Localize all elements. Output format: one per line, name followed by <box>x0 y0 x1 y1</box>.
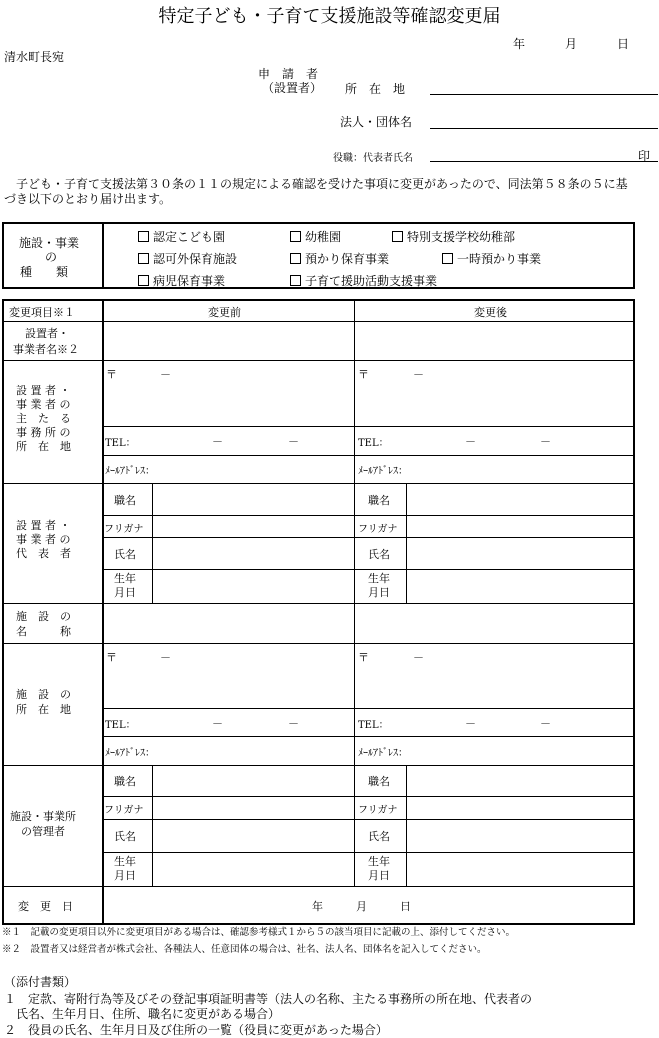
name-label: 氏名 <box>368 548 390 561</box>
option-azukari[interactable]: 預かり保育事業 <box>290 250 389 267</box>
birth-label <box>368 572 390 600</box>
col-divider <box>102 886 104 925</box>
checkbox-icon[interactable] <box>138 253 149 264</box>
postal-mark: 〒 <box>358 651 369 664</box>
col-header-before: 変更前 <box>208 306 241 319</box>
row-line <box>2 765 635 766</box>
birth-line: 生年 <box>368 855 390 868</box>
furigana-label: フリガナ <box>358 805 398 816</box>
tel-label-before: TEL： <box>105 438 136 449</box>
facility-type-label: 施設・事業 <box>19 236 80 250</box>
row-label-name-1: 設置者・ <box>25 327 69 340</box>
dash: － <box>160 368 171 381</box>
address-label: 所 在 地 <box>345 82 406 96</box>
birth-line: 生年 <box>114 855 136 868</box>
furigana-label: フリガナ <box>104 805 144 816</box>
birth-line: 月日 <box>114 586 136 599</box>
page-title: 特定子ども・子育て支援施設等確認変更届 <box>158 6 501 27</box>
sub-line <box>103 819 635 820</box>
sub-divider <box>406 766 407 886</box>
attachment-item-2: ２ 役員の氏名、生年月日及び住所の一覧（役員に変更があった場合） <box>4 1023 388 1037</box>
date-day: 日 <box>617 37 630 51</box>
post-title-label: 職名 <box>114 775 136 788</box>
col-divider <box>102 299 104 887</box>
birth-line: 月日 <box>114 869 136 882</box>
col-header-item: 変更項目※１ <box>9 306 75 319</box>
birth-line: 月日 <box>368 586 390 599</box>
checkbox-icon[interactable] <box>290 275 301 286</box>
col-header-after: 変更後 <box>474 306 507 319</box>
dash: － <box>465 435 476 448</box>
dash: － <box>465 717 476 730</box>
row-line <box>2 643 635 644</box>
sub-divider <box>152 766 153 886</box>
checkbox-icon[interactable] <box>290 253 301 264</box>
attachments-header: （添付書類） <box>4 975 77 989</box>
label-line: 設 置 者 ・ <box>16 519 71 532</box>
sub-line <box>103 537 635 538</box>
birth-label <box>368 855 390 883</box>
postal-mark: 〒 <box>106 651 117 664</box>
furigana-label: フリガナ <box>104 524 144 535</box>
row-label-name-2: 事業者名※２ <box>13 343 79 356</box>
option-nintei-kodomoen[interactable]: 認定こども園 <box>138 228 225 245</box>
corp-name-label: 法人・団体名 <box>340 115 413 129</box>
label-line: 事 務 所 の <box>16 426 71 439</box>
col-divider <box>354 299 355 887</box>
row-line <box>2 483 635 484</box>
dash: － <box>540 717 551 730</box>
dash: － <box>288 717 299 730</box>
option-tokubetsu-shien[interactable]: 特別支援学校幼稚部 <box>392 228 515 245</box>
tel-label: TEL： <box>358 720 389 731</box>
sub-line <box>103 708 635 709</box>
sub-divider <box>152 484 153 603</box>
label-line: 事 業 者 の <box>16 398 71 411</box>
sub-line <box>103 569 635 570</box>
label-line: 所 在 地 <box>16 703 71 716</box>
mail-label-before: ﾒｰﾙｱﾄﾞﾚｽ： <box>105 466 155 477</box>
sub-line <box>103 736 635 737</box>
row-label-facility-address <box>16 687 71 717</box>
date-year: 年 <box>513 37 526 51</box>
note-1: ※１ 記載の変更項目以外に変更項目がある場合は、確認参考様式１から５の該当項目に記載の上、添付してください。 <box>2 927 516 938</box>
row-line <box>2 886 635 887</box>
row-line <box>2 603 635 604</box>
label-line: 事 業 者 の <box>16 533 71 546</box>
sub-line <box>103 796 635 797</box>
birth-label <box>114 572 136 600</box>
postal-mark-before: 〒 <box>106 368 117 381</box>
name-label: 氏名 <box>114 830 136 843</box>
label-line: 代 表 者 <box>16 547 71 560</box>
checkbox-icon[interactable] <box>138 231 149 242</box>
representative-field[interactable] <box>430 161 658 162</box>
dash: － <box>413 368 424 381</box>
row-label-manager <box>10 809 76 839</box>
label-line: の管理者 <box>21 825 65 838</box>
label-line: 施設・事業所 <box>10 810 76 823</box>
label-line: 主 た る <box>16 412 71 425</box>
intro-text: 子ども・子育て支援法第３０条の１１の規定による確認を受けた事項に変更があったので、同法第５８条の５に基づき以下のとおり届け出ます。 <box>4 177 628 206</box>
postal-mark-after: 〒 <box>358 368 369 381</box>
checkbox-icon[interactable] <box>442 253 453 264</box>
dash: － <box>540 435 551 448</box>
row-label-facility-name <box>16 609 71 639</box>
facility-type-label-3: 種 類 <box>20 265 69 279</box>
birth-line: 月日 <box>368 869 390 882</box>
row-label-office <box>16 384 71 454</box>
row-label-rep <box>16 519 71 561</box>
row-line <box>2 321 635 322</box>
label-line: 所 在 地 <box>16 440 71 453</box>
row-line <box>2 360 635 361</box>
furigana-label: フリガナ <box>358 524 398 535</box>
mail-label: ﾒｰﾙｱﾄﾞﾚｽ： <box>105 748 155 759</box>
sub-line <box>103 515 635 516</box>
mail-label: ﾒｰﾙｱﾄﾞﾚｽ： <box>358 748 408 759</box>
post-title-label: 職名 <box>368 494 390 507</box>
row-label-change-date: 変 更 日 <box>18 900 73 913</box>
dash: － <box>212 717 223 730</box>
change-table <box>2 299 635 925</box>
sub-line <box>103 455 635 456</box>
facility-type-label-2: の <box>45 250 58 264</box>
option-youchien[interactable]: 幼稚園 <box>290 228 341 245</box>
corp-name-field[interactable] <box>430 128 658 129</box>
post-title-label: 職名 <box>114 494 136 507</box>
checkbox-icon[interactable] <box>392 231 403 242</box>
birth-line: 生年 <box>368 572 390 585</box>
attachment-item-1-cont: 氏名、生年月日、住所、職名に変更がある場合） <box>16 1007 281 1021</box>
sub-divider <box>406 484 407 603</box>
note-2: ※２ 設置者又は経営者が株式会社、各種法人、任意団体の場合は、社名、法人名、団体名を記入してください。 <box>2 944 487 955</box>
change-date-value: 年 月 日 <box>312 900 411 913</box>
birth-line: 生年 <box>114 572 136 585</box>
option-byoji[interactable]: 病児保育事業 <box>138 272 225 289</box>
label-line: 施 設 の <box>16 688 71 701</box>
tel-label: TEL： <box>105 720 136 731</box>
seal-mark: 印 <box>638 149 651 163</box>
dash: － <box>288 435 299 448</box>
label-line: 名 称 <box>16 625 71 638</box>
option-ichiji[interactable]: 一時預かり事業 <box>442 250 541 267</box>
option-kosodate-enjo[interactable]: 子育て援助活動支援事業 <box>290 272 437 289</box>
tel-label-after: TEL： <box>358 438 389 449</box>
sub-line <box>103 852 635 853</box>
checkbox-icon[interactable] <box>290 231 301 242</box>
label-line: 施 設 の <box>16 610 71 623</box>
option-ninkagai[interactable]: 認可外保育施設 <box>138 250 237 267</box>
dash: － <box>413 651 424 664</box>
name-label: 氏名 <box>114 548 136 561</box>
dash: － <box>212 435 223 448</box>
label-line: 設 置 者 ・ <box>16 384 71 397</box>
address-field[interactable] <box>430 94 658 95</box>
post-title-label: 職名 <box>368 775 390 788</box>
mail-label-after: ﾒｰﾙｱﾄﾞﾚｽ： <box>358 466 408 477</box>
dash: － <box>160 651 171 664</box>
date-month: 月 <box>565 37 578 51</box>
divider <box>102 222 104 289</box>
representative-label: 役職：代表者氏名 <box>333 153 413 164</box>
checkbox-icon[interactable] <box>138 275 149 286</box>
attachment-item-1: １ 定款、寄附行為等及びその登記事項証明書等（法人の名称、主たる事務所の所在地、代表者の <box>4 992 533 1006</box>
applicant-label: 申 請 者 <box>258 67 319 81</box>
name-label: 氏名 <box>368 830 390 843</box>
applicant-sublabel: （設置者） <box>262 81 323 95</box>
addressee: 清水町長宛 <box>4 50 65 64</box>
sub-line <box>103 426 635 427</box>
birth-label <box>114 855 136 883</box>
